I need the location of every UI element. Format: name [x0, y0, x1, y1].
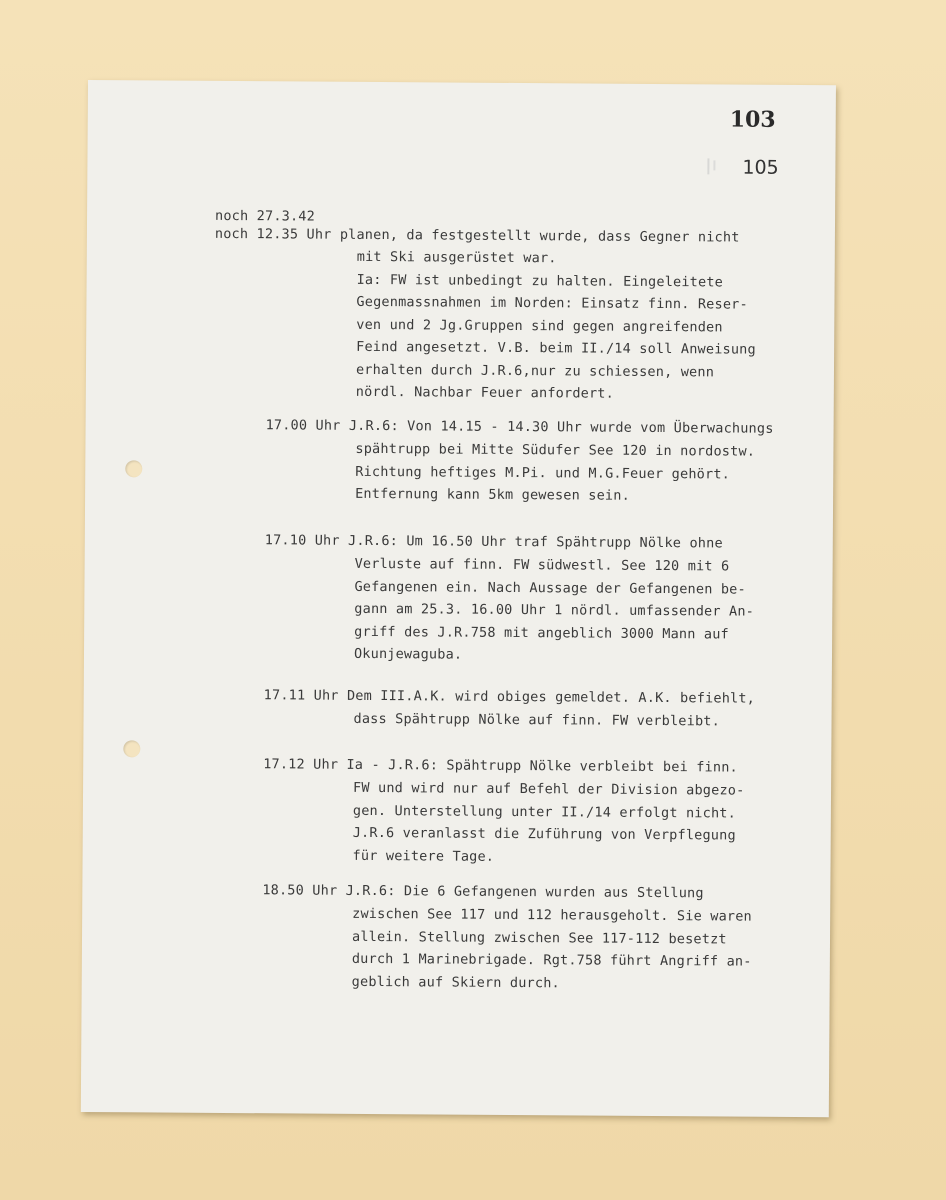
- punch-hole-lower: [123, 740, 140, 757]
- text-line: mit Ski ausgerüstet war.: [356, 248, 557, 267]
- log-entry-1850: [262, 879, 704, 905]
- page-number-stamp: 103: [729, 106, 776, 133]
- text-line: Feind angesetzt. V.B. beim II./14 soll Anweisung: [356, 338, 756, 358]
- text-line: für weitere Tage.: [352, 847, 495, 865]
- text-line: Gegenmassnahmen im Norden: Einsatz finn. Reser-: [356, 293, 748, 313]
- text-line: allein. Stellung zwischen See 117-112 besetzt: [351, 928, 727, 947]
- text-line: gann am 25.3. 16.00 Uhr 1 nördl. umfassender An-: [354, 600, 755, 620]
- log-entry-1711: [264, 684, 755, 710]
- log-entry-1712-body: [353, 777, 745, 870]
- text-line: Entfernung kann 5km gewesen sein.: [355, 485, 630, 504]
- text-line: zwischen See 117 und 112 herausgeholt. Sie waren: [352, 905, 752, 925]
- text-line: Ia: FW ist unbedingt zu halten. Eingeleitete: [356, 271, 724, 290]
- text-line: J.R.6 veranlasst die Zuführung von Verpflegung: [352, 824, 736, 844]
- text-line: Verluste auf finn. FW südwestl. See 120 mit 6: [354, 555, 730, 575]
- punch-hole-upper: [125, 460, 142, 477]
- text-line: durch 1 Marinebrigade. Rgt.758 führt Angriff an-: [351, 950, 752, 970]
- log-entry-1710-body: [354, 553, 755, 668]
- entry-first-line: 17.12 Uhr Ia - J.R.6: Spähtrupp Nölke verbleibt bei finn.: [263, 756, 738, 776]
- text-line: nördl. Nachbar Feuer anfordert.: [355, 383, 615, 402]
- entry-first-line: 18.50 Uhr J.R.6: Die 6 Gefangenen wurden aus Stellung: [262, 882, 704, 902]
- text-line: ven und 2 Jg.Gruppen sind gegen angreifenden: [356, 316, 723, 335]
- entry-first-line: 17.00 Uhr J.R.6: Von 14.15 - 14.30 Uhr wurde vom Überwachungs: [265, 417, 774, 437]
- text-line: Richtung heftiges M.Pi. und M.G.Feuer gehört.: [355, 463, 731, 482]
- date-line: noch 27.3.42: [214, 207, 316, 225]
- text-line: geblich auf Skiern durch.: [351, 973, 560, 991]
- page-number-secondary: 105: [742, 156, 779, 179]
- log-entry-1712: [263, 753, 738, 779]
- log-entry-1711-body: [353, 708, 720, 733]
- text-line: dass Spähtrupp Nölke auf finn. FW verbleibt.: [353, 710, 721, 730]
- entry-first-line: 17.10 Uhr J.R.6: Um 16.50 Uhr traf Spähtrupp Nölke ohne: [264, 532, 723, 552]
- text-line: FW und wird nur auf Befehl der Division abgezo-: [353, 779, 745, 799]
- log-entry-1710: [265, 529, 723, 555]
- log-entry-1850-body: [352, 903, 752, 996]
- header-continuation: [356, 246, 757, 406]
- text-line: Okunjewaguba.: [353, 645, 463, 663]
- log-entry-1700: [266, 414, 774, 440]
- header-lines: [215, 207, 740, 247]
- entry-first-line: 17.11 Uhr Dem III.A.K. wird obiges gemeldet. A.K. befiehlt,: [263, 687, 756, 707]
- faint-stamp-mark: [707, 158, 723, 174]
- log-entry-1700-body: [355, 438, 755, 508]
- document-page: [81, 80, 836, 1117]
- header-time-line: noch 12.35 Uhr planen, da festgestellt wurde, dass Gegner nicht: [214, 225, 740, 246]
- text-line: spähtrupp bei Mitte Südufer See 120 in nordostw.: [355, 440, 756, 460]
- text-line: Gefangenen ein. Nach Aussage der Gefangenen be-: [354, 578, 746, 598]
- text-line: erhalten durch J.R.6,nur zu schiessen, wenn: [355, 361, 715, 380]
- text-line: griff des J.R.758 mit angeblich 3000 Mann auf: [354, 623, 729, 642]
- text-line: gen. Unterstellung unter II./14 erfolgt nicht.: [352, 802, 737, 822]
